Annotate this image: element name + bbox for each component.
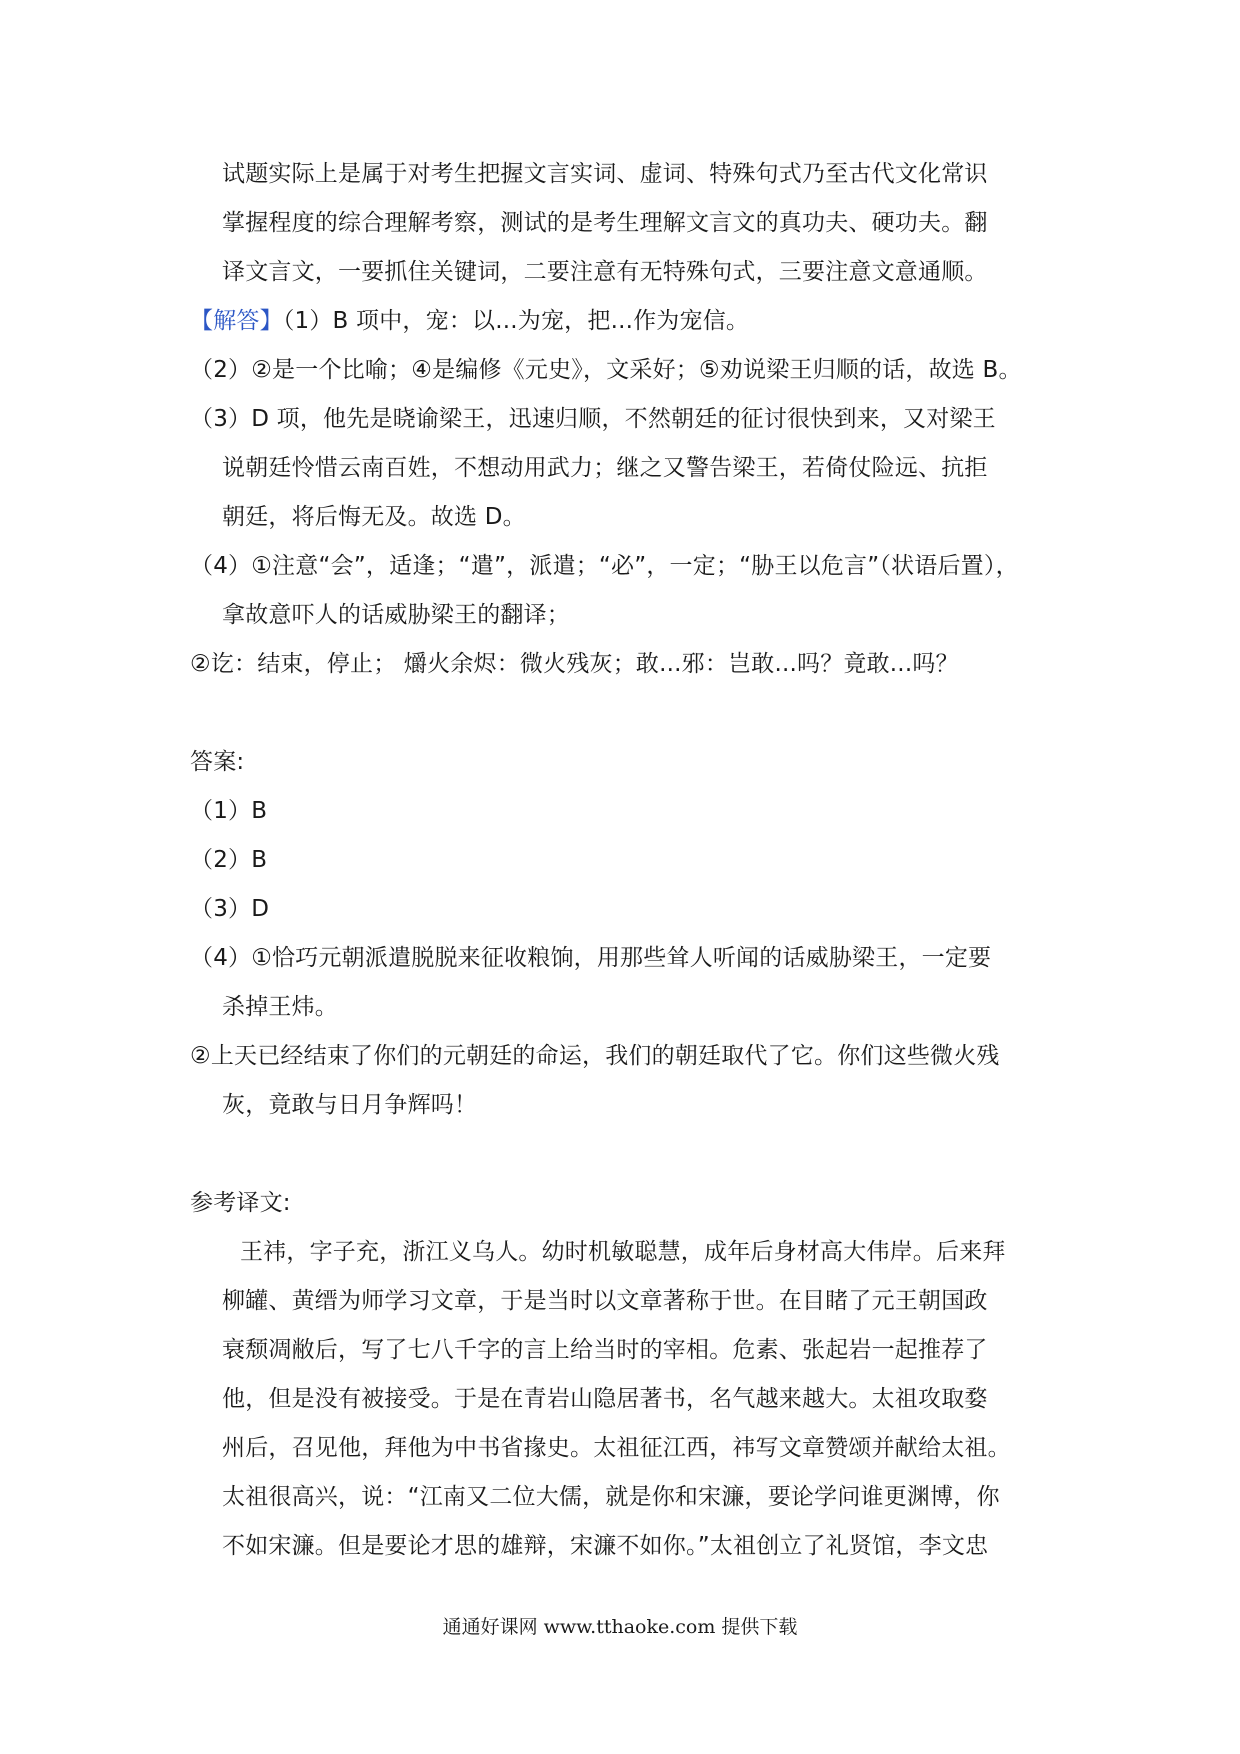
key-item-4-part2: ②上天已经结束了你们的元朝廷的命运，我们的朝廷取代了它。你们这些微火残 [190,1043,1000,1069]
answer-item-2: （2）②是一个比喻；④是编修《元史》，文采好；⑤劝说梁王归顺的话，故选 B。 [190,357,1022,383]
key-item-4-part2-cont: 灰，竟敢与日月争辉吗！ [222,1092,478,1118]
analysis-line: 掌握程度的综合理解考察，测试的是考生理解文言文的真功夫、硬功夫。翻 [222,210,988,236]
answer-item-4-part2: ②讫：结束，停止； 爝火余烬：微火残灰；敢...邪：岂敢...吗？竟敢...吗？ [190,651,959,677]
answer-item-3-cont: 说朝廷怜惜云南百姓，不想动用武力；继之又警告梁王，若倚仗险远、抗拒 [222,455,988,481]
section-spacer [190,1130,1060,1179]
key-item-2: （2）B [190,847,268,873]
page-footer: 通通好课网 www.tthaoke.com 提供下载 [442,1616,798,1638]
answer-item-3-cont: 朝廷，将后悔无及。故选 D。 [222,504,526,530]
translation-line: 不如宋濂。但是要论才思的雄辩，宋濂不如你。”太祖创立了礼贤馆，李文忠 [222,1533,989,1559]
translation-title: 参考译文: [190,1190,291,1216]
document-body [190,150,1060,1571]
key-title: 答案: [190,749,245,775]
analysis-line: 译文言文，一要抓住关键词，二要注意有无特殊句式，三要注意文意通顺。 [222,259,988,285]
translation-line: 王祎，字子充，浙江义乌人。幼时机敏聪慧，成年后身材高大伟岸。后来拜 [240,1239,1006,1265]
translation-line: 柳罐、黄缙为师学习文章，于是当时以文章著称于世。在目睹了元王朝国政 [222,1288,988,1314]
section-spacer [190,689,1060,738]
key-item-4: （4）①恰巧元朝派遣脱脱来征收粮饷，用那些耸人听闻的话威胁梁王，一定要 [190,945,992,971]
translation-line: 衰颓凋敝后，写了七八千字的言上给当时的宰相。危素、张起岩一起推荐了 [222,1337,988,1363]
answer-item-1: （1）B 项中，宠：以...为宠，把...作为宠信。 [282,308,750,334]
translation-line: 他，但是没有被接受。于是在青岩山隐居著书，名气越来越大。太祖攻取婺 [222,1386,988,1412]
translation-line: 州后，召见他，拜他为中书省掾史。太祖征江西，祎写文章赞颂并献给太祖。 [222,1435,1011,1461]
answer-item-4-cont: 拿故意吓人的话威胁梁王的翻译； [222,602,570,628]
analysis-line: 试题实际上是属于对考生把握文言实词、虚词、特殊句式乃至古代文化常识 [222,161,988,187]
answer-item-3: （3）D 项，他先是晓谕梁王，迅速归顺，不然朝廷的征讨很快到来，又对梁王 [190,406,996,432]
answer-label: 【解答】 [190,308,283,334]
translation-line: 太祖很高兴，说：“江南又二位大儒，就是你和宋濂，要论学问谁更渊博，你 [222,1484,1000,1510]
key-item-1: （1）B [190,798,268,824]
key-item-4-cont: 杀掉王炜。 [222,994,338,1020]
answer-first-line [190,297,1060,346]
key-item-3: （3）D [190,896,270,922]
answer-item-4: （4）①注意“会”，适逢；“遣”，派遣；“必”，一定；“胁王以危言”（状语后置）， [190,553,1019,579]
